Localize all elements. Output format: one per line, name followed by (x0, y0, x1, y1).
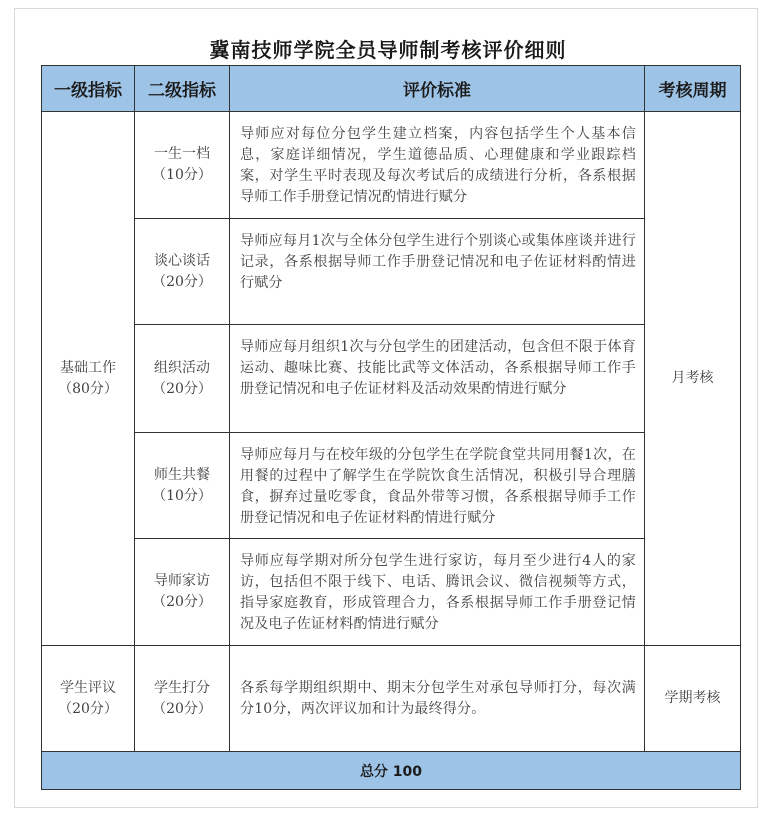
criteria-cell: 导师应每月组织1次与分包学生的团建活动，包含但不限于体育运动、趣味比赛、技能比武等文体活动，各系根据导师工作手册登记情况和电子佐证材料及活动效果酌情进行赋分 (230, 325, 645, 433)
evaluation-table (41, 65, 741, 790)
level1-name: 学生评议 (60, 679, 116, 696)
level2-cell (135, 219, 230, 325)
level2-name: 师生共餐 (154, 466, 210, 483)
level2-score: （20分） (152, 700, 212, 717)
header-period: 考核周期 (645, 66, 741, 112)
table-row (42, 646, 741, 752)
period-cell: 学期考核 (645, 646, 741, 752)
table-row (42, 539, 741, 646)
level1-cell (42, 646, 135, 752)
total-score: 总分 100 (42, 752, 741, 790)
level2-name: 学生打分 (154, 679, 210, 696)
header-criteria: 评价标准 (230, 66, 645, 112)
level1-score: （80分） (58, 380, 118, 397)
total-row (42, 752, 741, 790)
level2-cell (135, 325, 230, 433)
level2-score: （20分） (152, 380, 212, 397)
level2-score: （20分） (152, 594, 212, 610)
level2-name: 一生一档 (154, 146, 210, 162)
level1-score: （20分） (58, 700, 118, 717)
criteria-cell: 导师应每学期对所分包学生进行家访，每月至少进行4人的家访，包括但不限于线下、电话、腾讯会议、微信视频等方式，指导家庭教育，形成管理合力，各系根据导师工作手册登记情况及电子佐证材料酌情进行赋分 (230, 539, 645, 646)
table-row (42, 112, 741, 219)
period-cell: 月考核 (645, 112, 741, 646)
level2-name: 谈心谈话 (154, 252, 210, 269)
table-row (42, 219, 741, 325)
level1-cell (42, 112, 135, 646)
document-title: 冀南技师学院全员导师制考核评价细则 (209, 38, 567, 62)
table-row (42, 325, 741, 433)
level2-cell (135, 539, 230, 646)
header-row (42, 66, 741, 112)
level2-score: （10分） (152, 167, 212, 183)
header-level2: 二级指标 (135, 66, 230, 112)
level2-cell (135, 646, 230, 752)
criteria-cell: 导师应对每位分包学生建立档案，内容包括学生个人基本信息，家庭详细情况，学生道德品质、心理健康和学业跟踪档案，对学生平时表现及每次考试后的成绩进行分析，各系根据导师工作手册登记情况酌情进行赋分 (230, 112, 645, 219)
header-level1: 一级指标 (42, 66, 135, 112)
criteria-cell: 导师应每月与在校年级的分包学生在学院食堂共同用餐1次，在用餐的过程中了解学生在学院饮食生活情况，积极引导合理膳食，摒弃过量吃零食，食品外带等习惯，各系根据导师手工作册登记情况和电子佐证材料酌情进行赋分 (230, 433, 645, 539)
level2-name: 导师家访 (154, 573, 210, 589)
level2-name: 组织活动 (154, 359, 210, 376)
level2-score: （20分） (152, 273, 212, 290)
level1-name: 基础工作 (60, 359, 116, 376)
level2-score: （10分） (152, 487, 212, 504)
table-row (42, 433, 741, 539)
criteria-cell: 各系每学期组织期中、期末分包学生对承包导师打分，每次满分10分，两次评议加和计为最终得分。 (230, 646, 645, 752)
level2-cell (135, 433, 230, 539)
criteria-cell: 导师应每月1次与全体分包学生进行个别谈心或集体座谈并进行记录，各系根据导师工作手册登记情况和电子佐证材料酌情进行赋分 (230, 219, 645, 325)
level2-cell (135, 112, 230, 219)
